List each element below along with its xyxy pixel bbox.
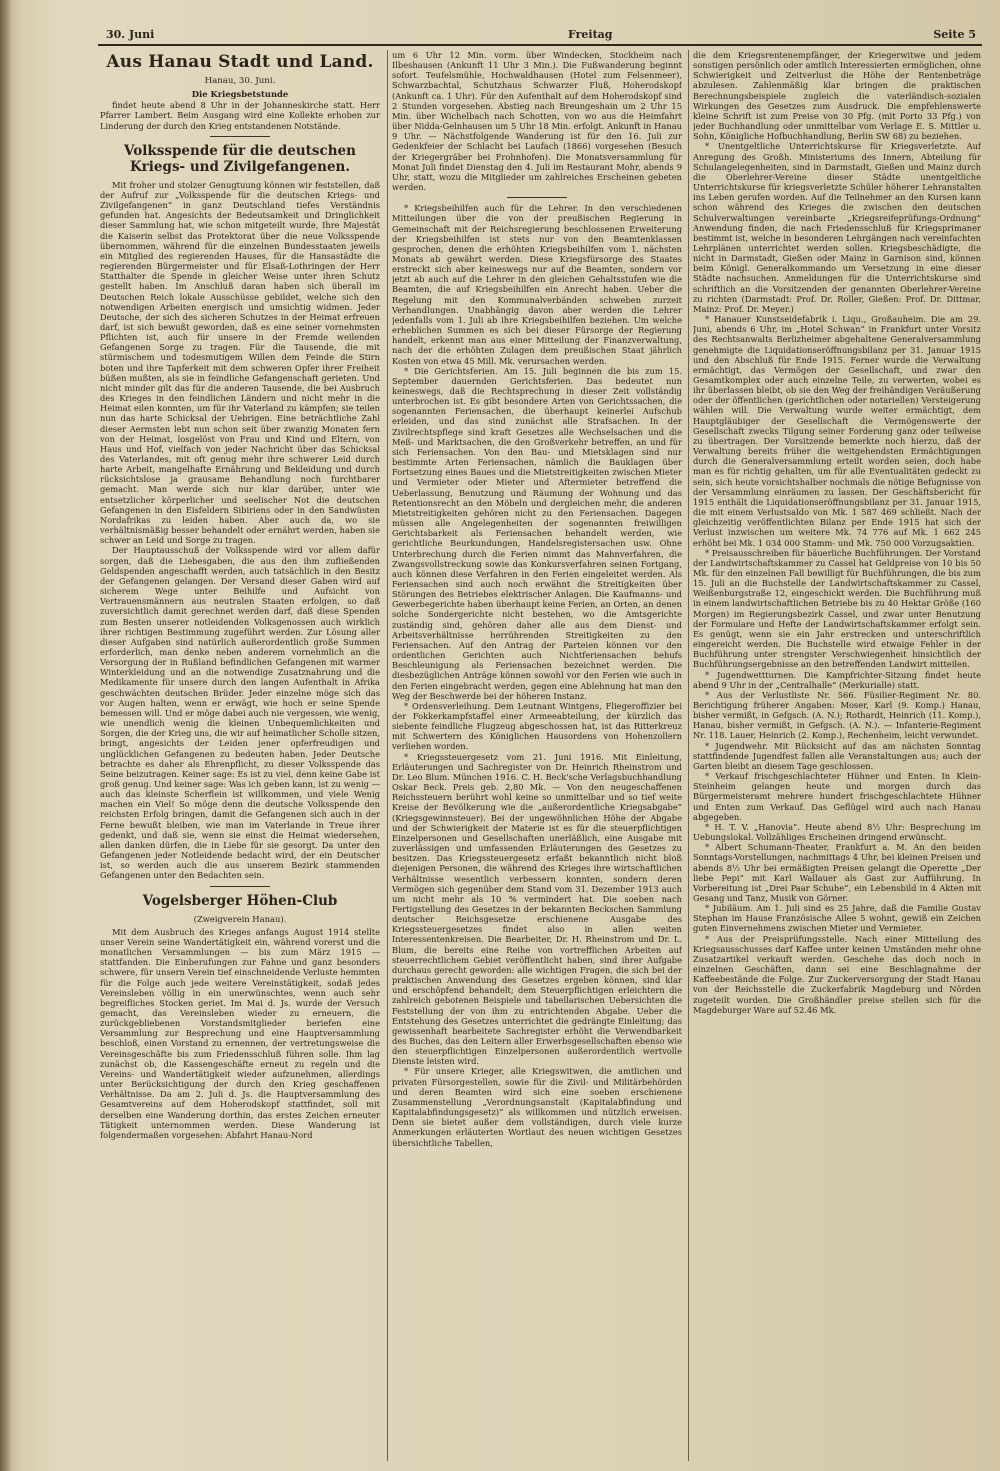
column-3: [693, 50, 981, 1461]
column-divider: [387, 50, 388, 1461]
separator: [507, 197, 567, 198]
column-1: [100, 50, 380, 1461]
news-item: * Jugendwettturnen. Die Kampfrichter-Sitzung findet heute abend 9 Uhr in der „Centralhalle“ (Merkurialle) statt.: [693, 669, 981, 690]
news-item: * Aus der Preisprüfungsstelle. Nach einer Mitteilung des Kriegsausschusses darf Kaffee unter keinen Umständen mehr ohne Zusatzartikel verkauft werden. Geschehe das doch noch in einzelnen Geschäften, dann sei eine Beschlagnahme der Kaffeebestände die Folge. Zur Zuckerversorgung der Stadt Hanau von der Reichsstelle die Zuckerfabrik Magdeburg und Nörden zugeteilt worden. Die Großhändler preise stellen sich für die Magdeburger Ware auf 52.46 Mk.: [693, 933, 981, 1015]
article-paragraph: um 6 Uhr 12 Min. vorm. über Windecken, Stockheim nach Ilbeshausen (Ankunft 11 Uhr 3 Min.). Die Fußwanderung beginnt sofort. Teufelsmühle, Hochwaldhausen (Hotel zum Felsenmeer), Schwarzbachtal, Schutzhaus Schwarzer Fluß, Hoherodskopf (Ankunft ca. 1 Uhr). Für den Aufenthalt auf dem Hoherodskopf sind 2 Stunden vorgesehen. Abstieg nach Breungeshain um 2 Uhr 15 Min. über Wichelbach nach Schotten, von wo aus die Heimfahrt über Nidda-Gelnhausen um 5 Uhr 18 Min. erfolgt. Ankunft in Hanau 9 Uhr. — Nächstfolgende Wanderung ist für den 16. Juli zur Gedenkfeier der Schlacht bei Laufach (1866) vorgesehen (Besuch der Kriegergräber bei Frohnhofen). Die Monatsversammlung für Monat Juli findet Dienstag den 4. Juli im Restaurant Mohr, abends 9 Uhr, statt, wozu die Mitglieder um zahlreiches Erscheinen gebeten werden.: [392, 50, 682, 193]
news-item: * Jugendwehr. Mit Rücksicht auf das am nächsten Sonntag stattfindende Jugendfest fallen alle Veranstaltungen aus; auch der Garten bleibt an diesem Tage geschlossen.: [693, 740, 981, 771]
news-item: * H. T. V. „Hanovia“. Heute abend 8½ Uhr: Besprechung im Uebungslokal. Vollzähliges Erscheinen dringend erwünscht.: [693, 821, 981, 843]
news-item: * Kriegssteuergesetz vom 21. Juni 1916. Mit Einleitung, Erläuterungen und Sachregister von Dr. Heinrich Rheinstrom und Dr. Leo Blum. München 1916. C. H. Beck'sche Verlagsbuchhandlung Oskar Beck. Preis geb. 2,80 Mk. — Von den neugeschaffenen Reichssteuern berührt wohl keine so unmittelbar und so tief weite Kreise der Bevölkerung wie die „außerordentliche Kriegsabgabe“ (Kriegsgewinnsteuer). Bei der ungewöhnlichen Höhe der Abgabe und der Schwierigkeit der Materie ist es für die steuerpflichtigen Einzelpersonen und Gesellschaften unerläßlich, eine Ausgabe mit zuverlässigen und umfassenden Erläuterungen des Gesetzes zu besitzen. Das Kriegssteuergesetz erfaßt bekanntlich nicht bloß diejenigen Personen, die während des Krieges ihre wirtschaftlichen Verhältnisse wesentlich verbessern konnten, sondern deren Vermögen sich gegenüber dem Stand vom 31. Dezember 1913 auch um nicht mehr als 10 % vermindert hat. Die soeben nach Fertigstellung des Gesetzes in der bekannten Beckschen Sammlung deutscher Reichsgesetze erschienene Ausgabe des Kriegssteuergesetzes findet also in allen weiten Interessentenkreisen. Die Bearbeiter, Dr. H. Rheinstrom und Dr. L. Blum, die bereits eine Reihe von vortrefflichen Arbeiten auf steuerrechtlichem Gebiet veröffentlicht haben, sind ihrer Aufgabe durchaus gerecht geworden: alle wichtigen Fragen, die sich bei der praktischen Anwendung des Gesetzes ergeben können, sind klar und erschöpfend behandelt; dem Steuerpflichtigen erleichtern die zahlreich gebotenen Beispiele und tabellarischen Uebersichten die Feststellung der von ihm zu entrichtenden Abgabe. Ueber die Entstehung des Gesetzes unterrichtet die gedrängte Einleitung; das gewissenhaft bearbeitete Sachregister erhöht die Verwendbarkeit des Buches, das den Leitern aller Erwerbsgesellschaften ebenso wie den steuerpflichtigen Einzelpersonen außerordentlich wertvolle Dienste leisten wird.: [392, 751, 682, 1067]
article-headline: Volksspende für die deutschen Kriegs- und Zivilgefangenen.: [124, 142, 356, 175]
dateline: Hanau, 30. Juni.: [204, 76, 276, 86]
article-paragraph: Mit dem Ausbruch des Krieges anfangs August 1914 stellte unser Verein seine Wandertätigkeit ein, während vorerst und die monatlichen Versammlungen — bis zum März 1915 — stattfanden. Die Einberufungen zur Fahne und ganz besonders schwere, für unsern Verein tief einschneidende Verluste hemmten für die Folge auch jede weitere Vereinstätigkeit, sodaß jedes Vereinsleben völlig in ein unerwünschtes, wenn auch sehr begreifliches Stocken geriet. Im Mai d. Js. wurde der Versuch gemacht, das Vereinsleben wieder zu erneuern, die zurückgebliebenen Vorstandsmitglieder beriefen eine Versammlung zur Besprechung und eine Hauptversammlung beschloß, einen Vorstand zu ernennen, der vertretungsweise die Vereinsgeschäfte bis zum Friedensschluß führen solle. Ihm lag zunächst ob, die Kassengeschäfte erneut zu regeln und die Vereins- und Wandertätigkeit wieder aufzunehmen, allerdings unter Berücksichtigung der durch den Krieg geschaffenen Verhältnisse. Da am 2. Juli d. Js. die Hauptversammlung des Gesamtvereins auf dem Hoherodskopf stattfindet, soll mit derselben eine Wanderung dorthin, das erstes Zeichen erneuter Tätigkeit unternommen werden. Diese Wanderung ist folgendermaßen vorgesehen: Abfahrt Hanau-Nord: [100, 926, 380, 1140]
news-item: * Verkauf frischgeschlachteter Hühner und Enten. In Klein-Steinheim gelangen heute und morgen durch das Bürgermeisteramt mehrere hundert frischgeschlachtete Hühner und Enten zum Verkauf. Das Geflügel wird auch nach Hanau abgegeben.: [693, 771, 981, 822]
news-item: * Ordensverleihung. Dem Leutnant Wintgens, Fliegeroffizier bei der Fokkerkampfstaffel einer Armeeabteilung, der kürzlich das siebente feindliche Flugzeug abgeschossen hat, ist das Ritterkreuz mit Schwertern des Königlichen Hausordens von Hohenzollern verliehen worden.: [392, 700, 682, 752]
news-item: * Die Gerichtsferien. Am 15. Juli beginnen die bis zum 15. September dauernden Gerichtsferien. Das bedeutet nun keineswegs, daß die Rechtsprechung in dieser Zeit vollständig unterbrochen ist. Es gibt besondere Arten von Gerichtssachen, die sogenannten Feriensachen, die überhaupt keinerlei Aufschub erleiden, und das sind zunächst alle Strafsachen. In der Zivilrechtspflege sind kraft Gesetzes alle Wechselsachen und die Meß- und Marktsachen, die den Großverkehr betreffen, an und für sich Feriensachen. Von den Bau- und Mietsklagen sind nur bestimmte Arten Feriensachen, nämlich die Bauklagen über Fortsetzung eines Baues und die Mietstreitigkeiten zwischen Mieter und Vermieter oder Mieter und Aftermieter betreffend die Ueberlassung, Benutzung und Räumung der Wohnung und das Retentionsrecht an den Möbeln und dergleichen mehr, die anderen Mietstreitigkeiten gehören nicht zu den Feriensachen. Dagegen müssen alle Angelegenheiten der sogenannten freiwilligen Gerichtsbarkeit als Feriensachen behandelt werden, wie gerichtliche Beurkundungen, Handelsregistersachen usw. Ohne Unterbrechung durch die Ferien nimmt das Mahnverfahren, die Zwangsvollstreckung sowie das Konkursverfahren seinen Fortgang, auch können diese Verfahren in den Ferien eingeleitet werden. Als Feriensachen sind auch noch erwähnt die Streitigkeiten über Störungen des Betriebes elektrischer Anlagen. Die Kaufmanns- und Gewerbegerichte haben überhaupt keine Ferien, an Orten, an denen solche Sondergerichte nicht bestehen, wo die Amtsgerichte zuständig sind, gehören daher alle aus dem Dienst- und Arbeitsverhältnisse herrührenden Streitigkeiten zu den Feriensachen. Auf den Antrag der Parteien können vor den ordentlichen Gerichten auch Nichtferiensachen behufs Beschleunigung als Feriensachen bezeichnet werden. Die diesbezüglichen Anträge können sowohl vor den Ferien wie auch in den Ferien eingebracht werden, gegen eine Ablehnung hat man den Weg der Beschwerde bei der höheren Instanz.: [392, 365, 682, 701]
column-2: [392, 50, 682, 1461]
separator: [210, 136, 270, 137]
news-item: * Jubiläum. Am 1. Juli sind es 25 Jahre, daß die Familie Gustav Stephan im Hause Französische Allee 5 wohnt, gewiß ein Zeichen guten Einvernehmens zwischen Mieter und Vermieter.: [693, 903, 981, 934]
header-day: Freitag: [568, 28, 613, 41]
news-item: * Preisausschreiben für bäuerliche Buchführungen. Der Vorstand der Landwirtschaftskammer zu Cassel hat Geldpreise von 10 bis 50 Mk. für den einzelnen Fall bewilligt für Buchführungen, die bis zum 15. Juli an die Buchstelle der Landwirtschaftskammer zu Cassel, Weißenburgstraße 12, eingeschickt werden. Die Buchführung muß in einem landwirtschaftlichen Betriebe bis zu 40 Hektar Größe (160 Morgen) im Regierungsbezirk Cassel, und zwar unter Benutzung der Formulare und Hefte der Landwirtschaftskammer erfolgt sein. Es genügt, wenn sie ein Jahr erstrecken und unterschriftlich eingereicht werden. Die Buchstelle wird etwaige Fehler in der Buchführung unter strengster Verschwiegenheit hinsichtlich der Buchführungsergebnisse an den betreffenden Landwirt mitteilen.: [693, 547, 981, 670]
news-item: * Kriegsbeihilfen auch für die Lehrer. In den verschiedenen Mitteilungen über die von der preußischen Regierung in Gemeinschaft mit der Reichsregierung beschlossenen Erweiterung der Kriegsbeihilfen ist stets nur von den Beamtenklassen gesprochen, denen die erhöhten Kriegsbeihilfen vom 1. nächsten Monats ab gewährt werden. Diese Kriegsfürsorge des Staates erstreckt sich aber keineswegs nur auf die Beamten, sondern vor jetzt ab auch auf die Lehrer in den gleichen Gehaltsstufen wie die Beamten, die auf Kriegsbeihilfen ein Anrecht haben. Ueber die Regelung mit den Kommunalverbänden schweben zurzeit Verhandlungen. Unabhängig davon aber werden die Lehrer jedenfalls vom 1. Juli ab ihre Kriegsbeihilfen beziehen. Um welche erheblichen Summen es sich bei dieser Fürsorge der Regierung handelt, erkennt man aus einer Mitteilung der Finanzverwaltung, nach der die erhöhten Zulagen dem preußischen Staat jährlich Kosten von etwa 45 Mill. Mk. verursachen werden.: [392, 203, 682, 366]
article-subheadline: (Zweigverein Hanau).: [193, 913, 287, 924]
news-item: * Unentgeltliche Unterrichtskurse für Kriegsverletzte. Auf Anregung des Großh. Ministeriums des Innern, Abteilung für Schulangelegenheiten, sind in Darmstadt, Gießen und Mainz durch die Oberlehrer-Vereine dieser Städte unentgeltliche Unterrichtskurse für kriegsverletzte Schüler höherer Lehranstalten ins Leben gerufen worden. Auf die Teilnehmer an den Kursen kann schon während des Krieges die zwischen den deutschen Schulverwaltungen vereinbarte „Kriegsreifeprüfungs-Ordnung“ Anwendung finden, die nach Friedensschluß für Kriegsprimaner bestimmt ist, welche in besonderen Lehrgängen nach vereinfachten Lehrplänen unterrichtet werden sollen. Kriegsbeschädigte, die nicht in Darmstadt, Gießen oder Mainz in Garnison sind, können beim Königl. Generalkommando um Versetzung in eine dieser Städte nachsuchen. Anmeldungen für die Unterrichtskurse sind schriftlich an die Vorsitzenden der genannten Oberlehrer-Vereine zu richten (Darmstadt: Prof. Dr. Roller, Gießen: Prof. Dr. Dittmar, Mainz: Prof. Dr. Meyer.): [693, 141, 981, 314]
item-title: Die Kriegsbetstunde: [191, 89, 289, 100]
news-item: * Aus der Verlustliste Nr. 566. Füsilier-Regiment Nr. 80. Berichtigung früherer Angaben: Moser, Karl (9. Komp.) Hanau, bisher vermißt, in Gefgsch. (A. N.); Rothardt, Heinrich (11. Komp.), Hanau, bisher vermißt, in Gefgsch. (A. N.). — Infanterie-Regiment Nr. 118. Lauer, Heinrich (2. Komp.), Rechenheim, leicht verwundet.: [693, 689, 981, 741]
header-rule: [98, 44, 982, 46]
item-text: findet heute abend 8 Uhr in der Johanneskirche statt. Herr Pfarrer Lambert. Beim Ausgang wird eine Kollekte erhoben zur Linderung der durch den Krieg entstandenen Notstände.: [100, 100, 380, 131]
header-date: 30. Juni: [106, 28, 155, 41]
news-item: * Hanauer Kunstseidefabrik i. Liqu., Großauheim. Die am 29. Juni, abends 6 Uhr, im „Hotel Schwan“ in Frankfurt unter Vorsitz des Rechtsanwalts Berlizheimer abgehaltene Generalversammlung genehmigte die Liquidationseröffnungsbilanz per 31. Januar 1915 und den Abschluß für Ende 1915. Ferner wurde die Verwaltung ermächtigt, das Vermögen der Gesellschaft, und zwar den Gesamtkomplex oder auch einzelne Teile, zu verwerten, wobei es ihr überlassen bleibt, ob sie den Weg der freihändigen Veräußerung oder der öffentlichen (gerichtlichen oder notariellen) Versteigerung wählen will. Die Verwaltung wurde weiter ermächtigt, dem Hauptgläubiger der Gesellschaft die Vermögenswerte der Gesellschaft zwecks Tilgung seiner Forderung ganz oder teilweise zu übertragen. Der Vorsitzende bemerkte noch hierzu, daß der Verwaltung bereits früher die weitgehendsten Ermächtigungen durch die Generalversammlung erteilt worden seien, doch habe man es für richtig gehalten, um für alle Eventualitäten gedeckt zu sein, sich heute vorsichtshalber nochmals die nötige Befugnisse von der Versammlung einräumen zu lassen. Der Geschäftsbericht für 1915 enthält die Liquidationseröffnungsbilanz per 31. Januar 1915, die mit einem Verlustsaldo von Mk. 1 587 469 schließt. Nach der gleichzeitig veröffentlichten Bilanz per Ende 1915 hat sich der Verlust inzwischen um weitere Mk. 74 776 auf Mk. 1 662 245 erhöht bei Mk. 1 034 000 Stamm- und Mk. 750 000 Vorzugsaktien.: [693, 314, 981, 548]
article-headline: Vogelsberger Höhen-Club: [142, 892, 338, 909]
page-header: [98, 28, 982, 44]
header-page-number: Seite 5: [933, 28, 976, 41]
news-item: * Für unsere Krieger, alle Kriegswitwen, die amtlichen und privaten Fürsorgestellen, sowie für die Zivil- und Militärbehörden und deren Beamten wird sich eine soeben erschienene Zusammenstellung „Verordnungsanstalt (Kapitalabfindung und Kapitalabfindungsgesetz)“ als willkommen und nützlich erweisen. Denn sie bietet außer dem vollständigen, durch viele kurze Anmerkungen erläuterten Wortlaut des neuen wichtigen Gesetzes übersichtliche Tabellen,: [392, 1066, 682, 1148]
separator: [210, 886, 270, 887]
article-paragraph: Mit froher und stolzer Genugtuung können wir feststellen, daß der Aufruf zur „Volksspende für die deutschen Kriegs- und Zivilgefangenen“ in ganz Deutschland tiefes Verständnis gefunden hat. Angesichts der Bedeutsamkeit und Dringlichkeit dieser Sammlung hat, wie schon mitgeteilt wurde, Ihre Majestät die Kaiserin selbst das Protektorat über die neue Volksspende übernommen, während für die einzelnen Bundesstaaten jeweils ein Mitglied des regierenden Hauses, für die Hansastädte die regierenden Bürgermeister und für Elsaß-Lothringen der Herr Statthalter die Spende in gleicher Weise unter ihren Schutz gestellt haben. Im Anschluß daran haben sich überall im Deutschen Reich lokale Ausschüsse gebildet, welche sich den notwendigen Arbeiten energisch und umsichtig widmen. Jeder Deutsche, der sich des sicheren Schutzes in der Heimat erfreuen darf, ist sich bewußt geworden, daß es eine seiner vornehmsten Pflichten ist, auch für unsere in der Fremde weilenden Gefangenen Sorge zu tragen. Für die Tausende, die mit stürmischem und todesmutigem Willen dem Feinde die Stirn boten und ihre Tapferkeit mit dem schweren Opfer ihrer Freiheit büßen mußten, als sie in feindliche Gefangenschaft gerieten. Und nicht minder gilt das für die anderen Tausende, die bei Ausbruch des Krieges in den feindlichen Ländern und nicht mehr in die Heimat eilen konnten, um für ihr Vaterland zu kämpfen; sie teilen nun das harte Schicksal der Uebrigen. Eine beträchtliche Zahl dieser Aermsten lebt nun schon seit über zwanzig Monaten fern von der Heimat, losgelöst von Frau und Kind und Eltern, von Haus und Hof, vielfach von jeder Nachricht über das Schicksal des Vaterlandes, mit oft genug mehr ihre schwerer Leid durch harte Arbeit, mangelhafte Ernährung und Bekleidung und durch rücksichtslose ja grausame Behandlung noch furchtbarer gemacht. Man werde sich nur klar darüber, unter wie entsetzlicher körperlicher und seelischer Not die deutschen Gefangenen in den Eisfeldern Sibiriens oder in den Sandwüsten Nordafrikas zu leiden haben. Aber auch da, wo sie verhältnismäßig besser behandelt oder ernährt werden, haben sie schwer an Leid und Sorge zu tragen.: [100, 179, 380, 546]
news-item: * Albert Schumann-Theater, Frankfurt a. M. An den beiden Sonntags-Vorstellungen, nachmittags 4 Uhr, bei kleinen Preisen und abends 8½ Uhr bei ermäßigten Preisen gelangt die Operette „Der liebe Pepi“ mit Karl Wallauer als Gast zur Aufführung. In Vorbereitung ist „Drei Paar Schuhe“, ein Lebensbild in 4 Akten mit Gesang und Tanz, Musik von Görner.: [693, 842, 981, 903]
article-paragraph: Der Hauptausschuß der Volksspende wird vor allem dafür sorgen, daß die Liebesgaben, die aus den ihm zufließenden Geldspenden angeschafft werden, auch tatsächlich in den Besitz der Gefangenen gelangen. Der Versand dieser Gaben wird auf sicherem Wege unter Beihilfe und Aufsicht von Vertrauensmännern aus neutralen Staaten erfolgen, so daß zuversichtlich damit gerechnet werden darf, daß diese Spenden zum Besten unserer notleidenden Volksgenossen auch wirklich ihrer richtigen Bestimmung zugeführt werden. Zur Lösung aller dieser Aufgaben sind natürlich außerordentlich große Summen erforderlich, man denke neben anderem vornehmlich an die Versorgung der in Rußland befindlichen Gefangenen mit warmer Winterkleidung und an die notwendige Zusatznahrung und die Medikamente für unsere durch den langen Aufenthalt in Afrika geschwächten deutschen Brüder. Jeder einzelne möge sich das vor Augen halten, wenn er erwägt, wie hoch er seine Spende bemessen will. Und er möge dabei auch nie vergessen, wie wenig, wie unendlich wenig die kleinen Unbequemlichkeiten und Sorgen, die der Krieg uns, die wir auf heimatlicher Scholle sitzen, bringt, angesichts der Leiden jener opferfreudigen und unglücklichen Gefangenen zu bedeuten haben. Jeder Deutsche betrachte es daher als Ehrenpflicht, zu dieser Volksspende das Seine beizutragen. Keiner sage: Es ist zu viel, denn keine Gabe ist groß genug. Und keiner sage: Was ich geben kann, ist zu wenig — auch das kleinste Scherflein ist willkommen, und viele Wenig machen ein Viel! So möge denn die deutsche Volksspende den reichsten Erfolg bringen, damit die Gefangenen sich auch in der Ferne bewußt bleiben, wie man im Vaterlande in Treue ihrer gedenkt, und daß sie, wenn sie einst die Heimat wiedersehen, allen danken dürfen, die in Liebe für sie gesorgt. Da unter den Gefangenen jeder Notleidende bedacht wird, der ein Deutscher ist, so werden auch die aus unserem Bezirk stammenden Gefangenen unter den Bedachten sein.: [100, 545, 380, 881]
article-paragraph: die dem Kriegsrentenempfänger, der Kriegerwitwe und jedem sonstigen persönlich oder amtlich Interessierten ermöglichen, ohne Schwierigkeit und Zeitverlust die Höhe der Rentenbeträge abzulesen. Zahlenmäßig klar bringen die praktischen Berechnungsbeispiele zugleich die vaterländisch-sozialen Wirkungen des Gesetzes zum Ausdruck. Die empfehlenswerte kleine Schrift ist zum Preise von 30 Pfg. (mit Porto 33 Pfg.) von jeder Buchhandlung oder unmittelbar vom Verlage E. S. Mittler u. Sohn, Königliche Hofbuchhandlung, Berlin SW 68) zu beziehen.: [693, 50, 981, 142]
section-title: Aus Hanau Stadt und Land.: [106, 52, 374, 72]
column-divider: [688, 50, 689, 1461]
